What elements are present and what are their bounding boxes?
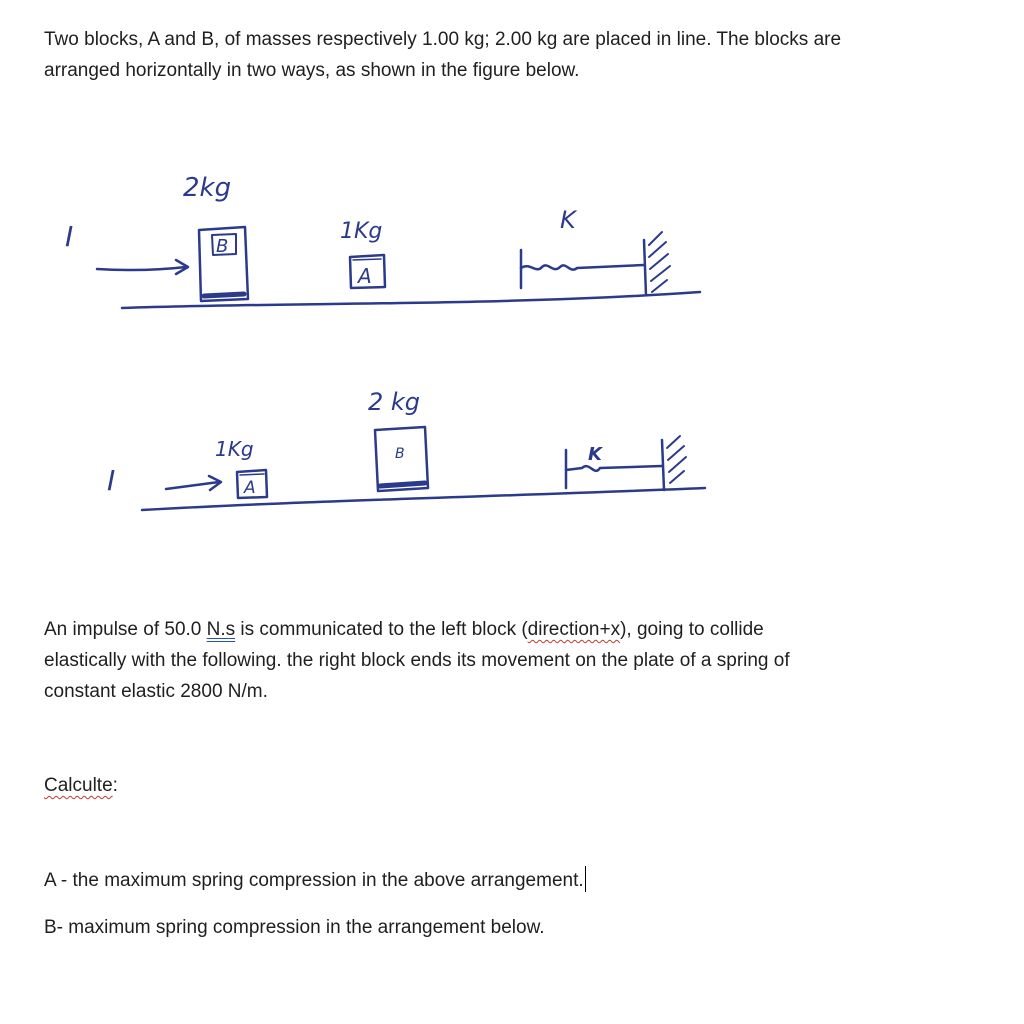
bottom-impulse-label: I [107, 464, 116, 497]
impulse-part-2: is communicated to the left block ( [235, 619, 528, 640]
calculate-heading [44, 770, 944, 801]
impulse-unit: N.s [206, 619, 236, 640]
calculate-colon: : [112, 775, 118, 796]
calculate-label: Calculte [44, 775, 113, 796]
top-spring-label: K [560, 206, 576, 234]
top-block-b-letter: B [216, 236, 229, 257]
top-spring [521, 232, 670, 295]
physics-figure [0, 150, 1024, 530]
intro-line-2: arranged horizontally in two ways, as shown in the figure below. [44, 60, 580, 81]
top-block-a-letter: A [358, 264, 372, 288]
impulse-line-2: elastically with the following. the right block ends its movement on the plate of a spring of [44, 650, 790, 671]
impulse-paragraph [44, 614, 944, 707]
intro-line-1: Two blocks, A and B, of masses respectively 1.00 kg; 2.00 kg are placed in line. The blocks are [44, 29, 842, 50]
bottom-block-a-letter: A [244, 478, 256, 498]
top-block-a-mass: 1Kg [340, 219, 383, 244]
direction-term: direction+x [527, 619, 621, 640]
bottom-block-a-mass: 1Kg [215, 437, 254, 461]
bottom-block-b-mass: 2 kg [368, 388, 421, 416]
intro-paragraph [44, 24, 944, 86]
bottom-block-b-letter: B [395, 446, 405, 462]
top-impulse-arrow [97, 267, 186, 270]
impulse-line-3: constant elastic 2800 N/m. [44, 681, 268, 702]
bottom-spring-label: K [588, 444, 602, 465]
top-block-b-mass: 2kg [183, 173, 232, 203]
impulse-part-1: An impulse of 50.0 [44, 619, 207, 640]
question-b[interactable] [44, 912, 944, 943]
top-impulse-label: I [65, 220, 74, 253]
bottom-floor-line [142, 488, 705, 510]
bottom-spring [566, 436, 686, 490]
question-a-text: A - the maximum spring compression in the above arrangement. [44, 870, 584, 891]
question-b-text: B- maximum spring compression in the arrangement below. [44, 917, 545, 938]
impulse-part-3: ), going to collide [620, 619, 764, 640]
question-a[interactable] [44, 865, 944, 896]
top-arrangement [97, 227, 700, 308]
text-cursor [585, 866, 586, 892]
